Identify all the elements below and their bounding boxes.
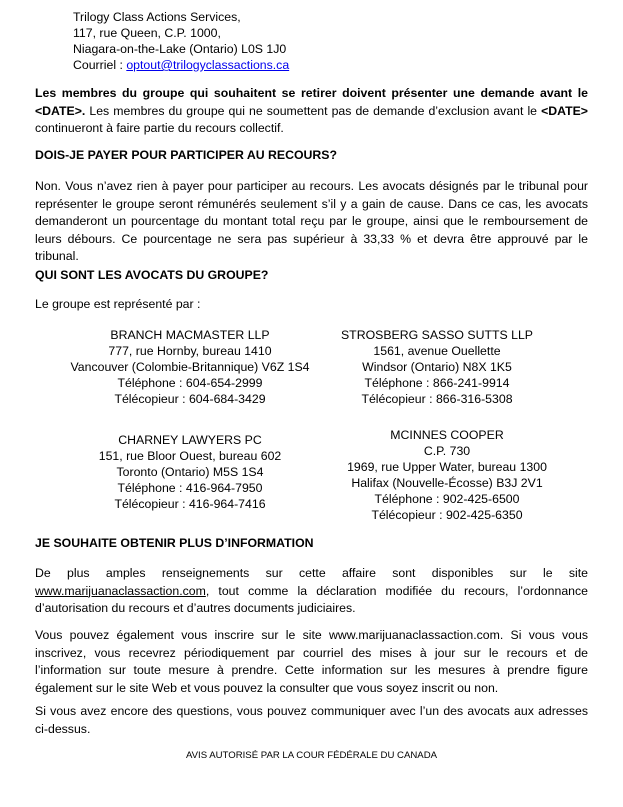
address-email-line — [73, 57, 289, 73]
firm-branch-macmaster — [65, 327, 315, 407]
website-link[interactable]: www.marijuanaclassaction.com — [35, 583, 206, 598]
firm-address: 1969, rue Upper Water, bureau 1300 — [347, 460, 547, 474]
info-text-2: , tout comme la déclaration modifiée du recours, l’ordonnance d’autorisation du recours et d’autres documents judiciaires. — [35, 583, 588, 615]
firm-mcinnes-cooper — [322, 427, 572, 523]
address-line-3: Niagara-on-the-Lake (Ontario) L0S 1J0 — [73, 42, 287, 56]
firm-address: 1561, avenue Ouellette — [373, 344, 501, 358]
heading-more-info: JE SOUHAITE OBTENIR PLUS D’INFORMATION — [35, 536, 314, 550]
firm-address: 777, rue Hornby, bureau 1410 — [108, 344, 272, 358]
address-line-1: Trilogy Class Actions Services, — [73, 10, 241, 24]
lawyers-intro: Le groupe est représenté par : — [35, 297, 201, 311]
more-info-paragraph-2: Vous pouvez également vous inscrire sur le site www.marijuanaclassaction.com. Si vous vous inscrivez, vous recevrez périodiquement par courriel des mises à jour sur le recours et de l’information sur toute mesure à prendre. Cette information sur les mesures à prendre figure également sur le site Web et vous pouvez la consulter que vous soyez inscrit ou non. — [35, 628, 588, 695]
firm-city: Halifax (Nouvelle-Écosse) B3J 2V1 — [351, 476, 543, 490]
firm-fax: Télécopieur : 866-316-5308 — [361, 392, 513, 406]
info-text-1: De plus amples renseignements sur cette affaire sont disponibles sur le site — [35, 566, 588, 580]
heading-lawyers: QUI SONT LES AVOCATS DU GROUPE? — [35, 268, 269, 282]
address-line-2: 117, rue Queen, C.P. 1000, — [73, 26, 221, 40]
payment-paragraph: Non. Vous n’avez rien à payer pour participer au recours. Les avocats désignés par le tribunal pour représenter le groupe seront rémunérés seulement s’il y a gain de cause. Dans ce cas, les avocats demanderont un pourcentage du montant total reçu par le groupe, ainsi que le remboursement de leurs débours. Ce pourcentage ne sera pas supérieur à 33,33 % et devra être approuvé par le tribunal. — [35, 179, 588, 263]
firm-name: BRANCH MACMASTER LLP — [110, 328, 270, 342]
firm-name: MCINNES COOPER — [390, 428, 504, 442]
firm-city: Windsor (Ontario) N8X 1K5 — [362, 360, 512, 374]
firm-charney-lawyers — [65, 432, 315, 512]
firm-fax: Télécopieur : 416-964-7416 — [114, 497, 266, 511]
more-info-paragraph-3: Si vous avez encore des questions, vous pouvez communiquer avec l’un des avocats aux adresses ci-dessus. — [35, 704, 588, 736]
optout-address-block — [73, 9, 289, 73]
email-label: Courriel : — [73, 58, 127, 72]
firm-strosberg-sasso-sutts — [322, 327, 552, 407]
optout-deadline-paragraph — [35, 85, 588, 138]
firm-fax: Télécopieur : 604-684-3429 — [114, 392, 266, 406]
heading-payment: DOIS-JE PAYER POUR PARTICIPER AU RECOURS? — [35, 148, 337, 162]
court-authorization-footer: AVIS AUTORISÉ PAR LA COUR FÉDÉRALE DU CANADA — [185, 750, 438, 761]
firm-name: STROSBERG SASSO SUTTS LLP — [340, 328, 534, 342]
firm-city: Vancouver (Colombie-Britannique) V6Z 1S4 — [70, 360, 310, 374]
firm-fax: Télécopieur : 902-425-6350 — [371, 508, 523, 522]
more-info-paragraph-1 — [35, 565, 588, 618]
optout-deadline-bold: Les membres du groupe qui souhaitent se retirer doivent présenter une demande avant le <DATE>. — [35, 86, 588, 118]
firm-address: 151, rue Bloor Ouest, bureau 602 — [98, 449, 282, 463]
firm-city: Toronto (Ontario) M5S 1S4 — [116, 465, 264, 479]
firm-phone: Téléphone : 604-654-2999 — [117, 376, 263, 390]
optout-text-1: Les membres du groupe qui ne soumettent pas de demande d’exclusion avant le — [85, 103, 542, 118]
optout-email-link[interactable]: optout@trilogyclassactions.ca — [126, 58, 290, 72]
firm-name: CHARNEY LAWYERS PC — [118, 433, 262, 447]
optout-text-2: continueront à faire partie du recours collectif. — [35, 121, 284, 135]
firm-phone: Téléphone : 866-241-9914 — [364, 376, 510, 390]
firm-phone: Téléphone : 902-425-6500 — [374, 492, 520, 506]
firm-phone: Téléphone : 416-964-7950 — [117, 481, 263, 495]
firm-po-box: C.P. 730 — [423, 444, 471, 458]
optout-date-bold: <DATE> — [541, 103, 588, 118]
